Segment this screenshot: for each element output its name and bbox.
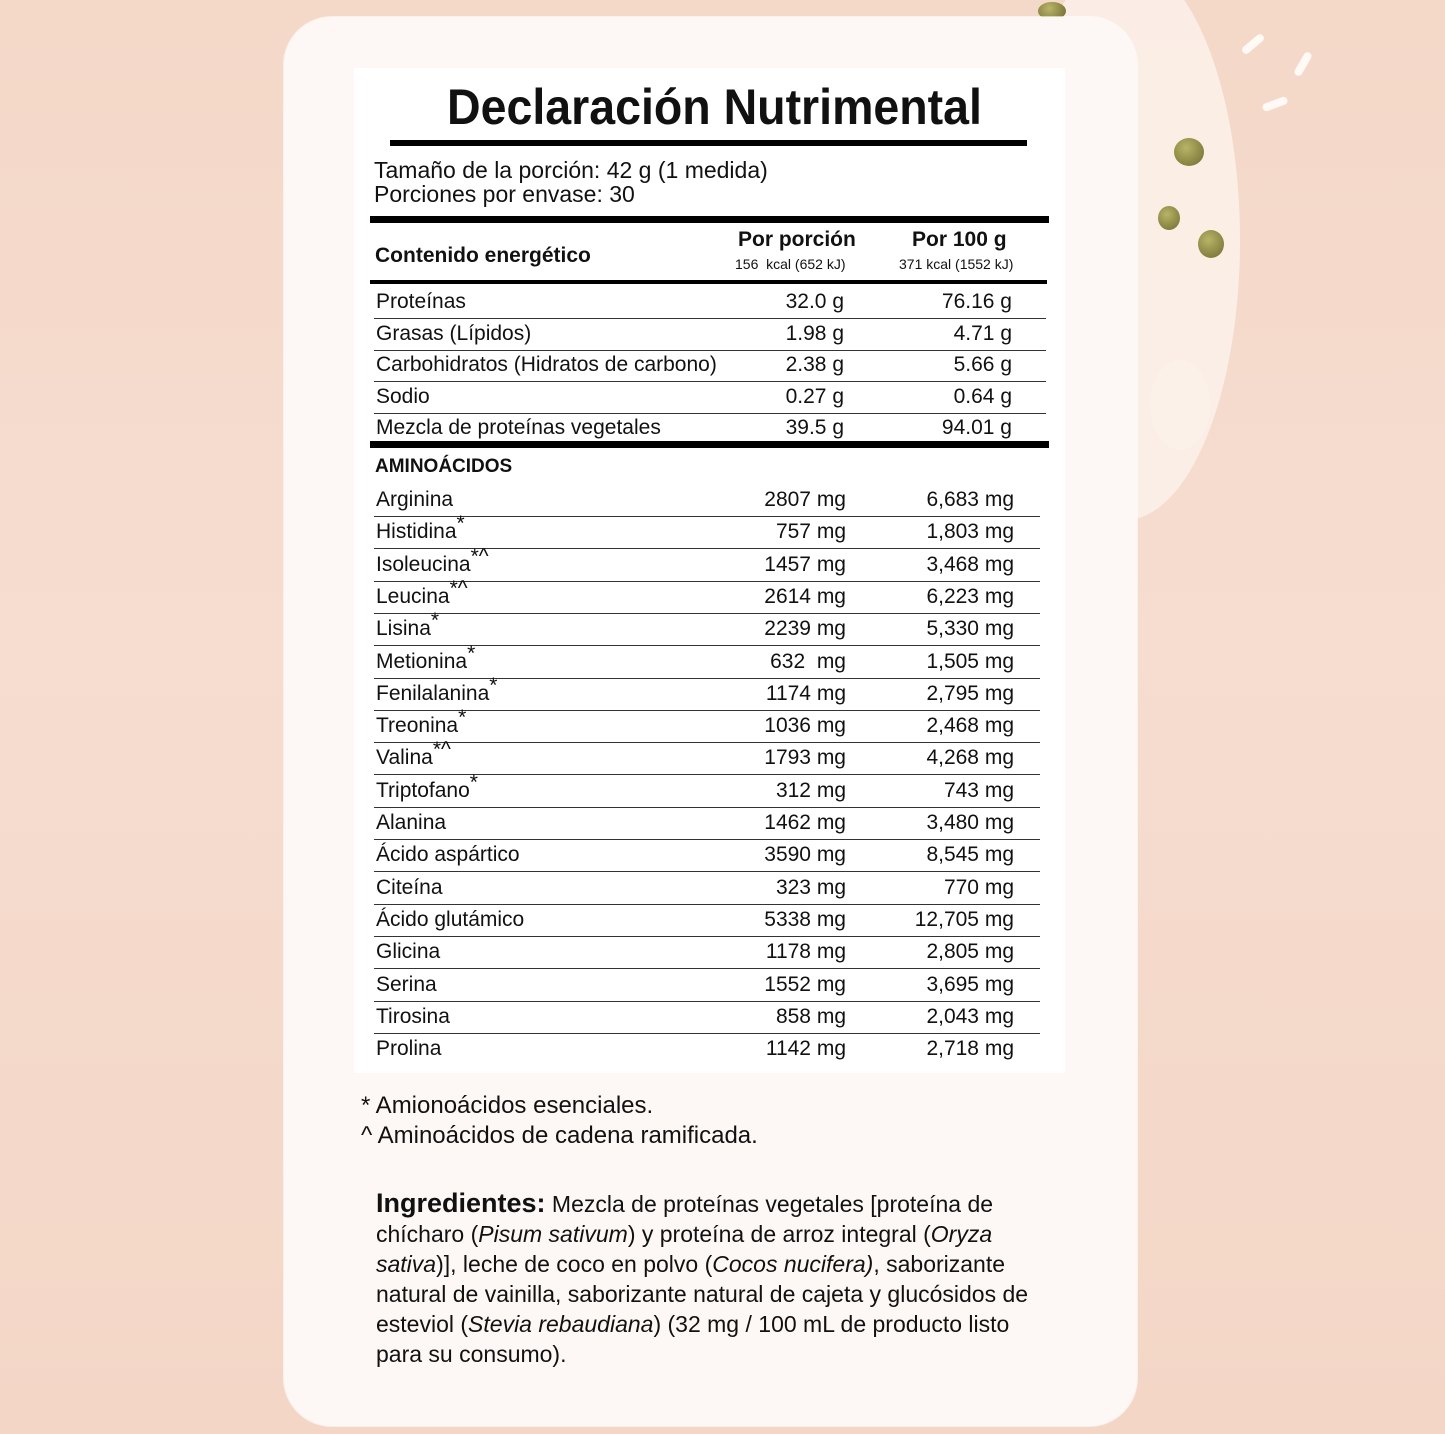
per-100g-header: Por 100 g [912,228,1007,251]
amino-acid-per-serving: 2614 mg [764,584,846,608]
amino-acid-mark: * [467,641,476,665]
amino-acid-label: Metionina* [376,641,476,673]
serving-size: Tamaño de la porción: 42 g (1 medida) [374,157,768,183]
nutrient-row [374,318,1046,351]
nutrient-per-serving: 32.0 g [785,290,844,313]
amino-acid-mark: *^ [449,576,468,600]
amino-acid-per-100g: 2,718 mg [926,1037,1014,1061]
amino-acid-per-100g: 2,805 mg [926,940,1014,964]
amino-acid-label: Ácido aspártico [376,843,520,867]
ingredients-text [376,1188,1048,1369]
nutrient-row [374,412,1046,444]
nutrient-per-100g: 5.66 g [953,353,1012,377]
footnote-essential: * Amionoácidos esenciales. [361,1092,654,1119]
amino-acid-per-serving: 1793 mg [764,746,846,770]
servings-per-container: Porciones por envase: 30 [374,181,635,207]
amino-acid-per-100g: 3,695 mg [926,972,1014,996]
rice-grain-decoration [1261,96,1288,112]
amino-acid-row [374,641,1040,679]
amino-acid-per-serving: 858 mg [775,1004,846,1028]
amino-acid-per-100g: 1,505 mg [926,649,1014,673]
per-serving-energy: 156 kcal (652 kJ) [735,256,846,272]
amino-acid-per-100g: 2,468 mg [926,714,1014,738]
amino-acid-per-100g: 8,545 mg [926,843,1014,867]
amino-acid-row [374,936,1040,969]
amino-acid-row [374,706,1040,743]
amino-acid-row [374,770,1040,808]
nutrient-per-serving: 0.27 g [785,384,844,408]
nutrient-row [374,349,1046,382]
amino-acid-label: Tirosina [376,1004,450,1028]
amino-acid-per-100g: 3,468 mg [926,552,1014,576]
footnote-branched: ^ Aminoácidos de cadena ramificada. [361,1122,758,1149]
amino-acid-mark: * [458,706,467,730]
nutrient-per-serving: 2.38 g [785,353,844,377]
amino-acid-mark: * [430,609,440,633]
amino-acid-row [374,1033,1040,1065]
nutrient-label: Grasas (Lípidos) [376,321,532,345]
amino-acid-mark: *^ [432,738,451,762]
thick-divider [370,441,1049,448]
nutrient-per-100g: 0.64 g [953,384,1012,408]
amino-acid-per-serving: 757 mg [775,520,846,544]
amino-acid-per-serving: 323 mg [775,875,846,899]
amino-acid-row [374,576,1040,614]
amino-acid-label: Arginina [376,488,454,511]
amino-acid-per-100g: 770 mg [943,875,1014,899]
amino-acid-per-100g: 3,480 mg [926,811,1014,834]
amino-acid-label: Prolina [376,1037,442,1061]
amino-acid-row [374,872,1040,905]
page-title: Declaración Nutrimental [447,79,982,135]
amino-acid-per-100g: 6,683 mg [926,488,1014,511]
amino-acid-row [374,904,1040,937]
amino-acid-per-100g: 12,705 mg [914,907,1014,931]
ingredient-scientific-name: Stevia rebaudiana [468,1311,654,1337]
bean-decoration [1158,206,1180,230]
amino-acid-per-serving: 2807 mg [764,488,846,511]
amino-acid-per-100g: 5,330 mg [926,617,1014,641]
rice-grain-decoration [1240,33,1265,56]
amino-acid-per-100g: 743 mg [943,778,1014,802]
ingredient-scientific-name: Cocos nucifera) [712,1251,874,1277]
nutrient-per-serving: 39.5 g [785,416,844,440]
amino-acid-per-serving: 1036 mg [764,714,846,738]
nutrient-row [374,381,1046,414]
nutrient-label: Mezcla de proteínas vegetales [376,416,661,440]
ingredients-heading: Ingredientes: [376,1188,546,1218]
ingredient-text: ) (32 mg / 100 mL de producto listo para su consumo). [376,1311,1010,1367]
per-100g-energy: 371 kcal (1552 kJ) [899,256,1014,272]
amino-acid-per-serving: 3590 mg [764,843,846,867]
nutrient-per-serving: 1.98 g [785,321,844,345]
amino-acid-label: Valina*^ [376,738,451,770]
amino-acid-per-100g: 2,795 mg [926,681,1014,705]
amino-acid-label: Serina [376,972,437,996]
amino-acid-label: Glicina [376,940,441,964]
amino-acid-row [374,1001,1040,1034]
milk-drop-decoration [1150,360,1210,450]
ingredient-text: ) y proteína de arroz integral ( [627,1221,931,1247]
amino-acid-row [374,544,1040,582]
amino-acid-per-serving: 632 mg [770,649,846,673]
amino-acid-row [374,673,1040,711]
amino-acid-label: Lisina* [376,609,440,641]
nutrient-per-100g: 4.71 g [953,321,1012,345]
amino-acid-per-100g: 4,268 mg [926,746,1014,770]
bean-decoration [1198,230,1224,258]
amino-acid-label: Histidina* [376,512,465,544]
ingredient-scientific-name: Oryza sativa [376,1221,993,1277]
amino-acid-per-serving: 1552 mg [764,972,846,996]
energy-label: Contenido energético [375,244,591,267]
bean-decoration [1174,138,1204,166]
amino-acid-per-100g: 2,043 mg [926,1004,1014,1028]
amino-acid-per-serving: 1142 mg [765,1037,846,1061]
amino-acid-label: Isoleucina*^ [376,544,489,576]
amino-acid-per-serving: 1174 mg [765,681,846,705]
amino-acid-per-100g: 1,803 mg [926,520,1014,544]
amino-acid-per-serving: 312 mg [775,778,846,802]
amino-acid-mark: * [469,770,478,794]
amino-acid-label: Alanina [376,811,447,834]
amino-acid-label: Treonina* [376,706,467,738]
nutrient-per-100g: 94.01 g [941,416,1012,440]
nutrient-per-100g: 76.16 g [941,290,1012,313]
ingredient-scientific-name: Pisum sativum [478,1221,628,1247]
nutrient-label: Carbohidratos (Hidratos de carbono) [376,353,717,377]
ingredient-text: )], leche de coco en polvo ( [436,1251,713,1277]
nutrient-label: Proteínas [376,290,466,313]
amino-acid-per-100g: 6,223 mg [926,584,1014,608]
amino-acid-mark: *^ [470,544,489,568]
title-underline [390,140,1027,146]
amino-acids-header: AMINOÁCIDOS [375,456,513,477]
amino-acid-mark: * [456,512,465,536]
amino-acid-per-serving: 2239 mg [764,617,846,641]
per-serving-header: Por porción [738,228,856,251]
ingredient-text: , saborizante natural de vainilla, saborizante natural de cajeta y glucósidos de esteviol ( [376,1251,1029,1337]
amino-acid-label: Triptofano* [376,770,478,802]
amino-acid-per-serving: 1462 mg [764,811,846,834]
amino-acid-mark: * [489,673,498,697]
amino-acid-label: Fenilalanina* [376,673,498,705]
rice-grain-decoration [1293,51,1313,78]
thick-divider [370,216,1049,223]
amino-acid-row [374,807,1040,840]
amino-acid-row [374,484,1040,517]
amino-acid-per-serving: 1457 mg [764,552,846,576]
amino-acid-per-serving: 1178 mg [765,940,846,964]
amino-acid-label: Citeína [376,875,443,899]
nutrient-row [374,286,1046,319]
nutrient-label: Sodio [376,384,430,408]
amino-acid-label: Ácido glutámico [376,907,525,931]
amino-acid-per-serving: 5338 mg [764,907,846,931]
ingredient-text: Mezcla de proteínas vegetales [proteína de chícharo ( [376,1191,994,1247]
amino-acid-row [374,839,1040,872]
amino-acid-row [374,969,1040,1002]
amino-acid-label: Leucina*^ [376,576,468,608]
header-divider [370,280,1047,284]
